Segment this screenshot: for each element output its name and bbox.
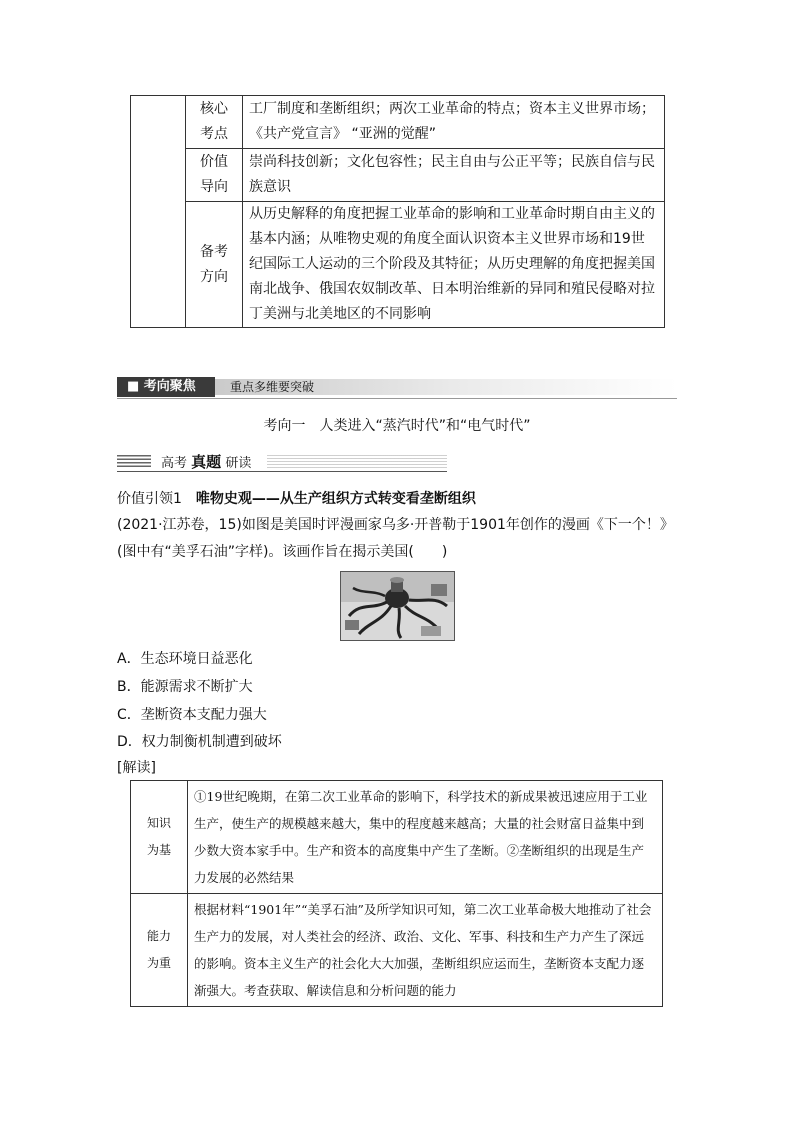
row-content: 根据材料“1901年”“美孚石油”及所学知识可知，第二次工业革命极大地推动了社会生产力的发展，对人类社会的经济、政治、文化、军事、科技和生产力产生了深远的影响。资本主义生产的社会化大大加强，垄断组织应运而生，垄断资本支配力逐渐强大。考查获取、解读信息和分析问题的能力 [188,894,663,1007]
table-row [131,781,663,894]
header-stripes-icon [117,455,151,469]
section-title: 考向一 人类进入“蒸汽时代”和“电气时代” [263,418,531,434]
row-content: ①19世纪晚期，在第二次工业革命的影响下，科学技术的新成果被迅速应用于工业生产，使生产的规模越来越大，集中的程度越来越高；大量的社会财富日益集中到少数大资本家手中。生产和资本的高度集中产生了垄断。②垄断组织的出现是生产力发展的必然结果 [188,781,663,894]
header-bold: 真题 [191,453,222,471]
banner-subtitle: 重点多维要突破 [230,380,315,394]
row-label-line: 考点 [200,126,228,142]
row-label-line: 方向 [200,268,228,285]
option-a: A．生态环境日益恶化 [117,651,253,667]
banner-title: ■ 考向聚焦 [117,377,215,397]
header-pre: 高考 [161,456,188,471]
option-b: B．能源需求不断扩大 [117,679,253,695]
header-post: 研读 [225,456,252,471]
row-label-line: 能力 [146,929,171,943]
octopus-cartoon-icon [341,572,454,640]
empty-cell [131,96,186,328]
analysis-label: [解读] [117,760,156,776]
option-c: C．垄断资本支配力强大 [117,707,267,723]
section-banner [117,377,677,397]
row-label [186,149,243,202]
gaokao-header [117,453,447,471]
header-text [161,453,251,473]
table-row [131,149,665,202]
option-d: D．权力制衡机制遭到破坏 [117,734,282,750]
question-stem: (2021·江苏卷，15)如图是美国时评漫画家乌多·开普勒于1901年创作的漫画《下一个！》(图中有“美孚石油”字样)。该画作旨在揭示美国( ) [117,517,674,560]
course-overview-table [130,95,665,328]
header-underline [117,471,447,472]
row-content: 从历史解释的角度把握工业革命的影响和工业革命时期自由主义的基本内涵；从唯物史观的角度全面认识资本主义世界市场和19世纪国际工人运动的三个阶段及其特征；从历史理解的角度把握美国南北战争、俄国农奴制改革、日本明治维新的异同和殖民侵略对拉丁美洲与北美地区的不同影响 [243,202,665,328]
banner-divider [117,398,677,399]
row-content: 崇尚科技创新；文化包容性；民主自由与公正平等；民族自信与民族意识 [243,149,665,202]
row-label-line: 备考 [200,243,228,260]
row-label-line: 核心 [200,101,228,117]
guide-text: 唯物史观——从生产组织方式转变看垄断组织 [195,491,476,507]
table-row [131,96,665,149]
row-content: 工厂制度和垄断组织；两次工业革命的特点；资本主义世界市场；《共产党宣言》 “亚洲的觉醒” [243,96,665,149]
row-label-line: 知识 [146,816,171,830]
cartoon-image [340,571,455,641]
row-label-line: 价值 [200,154,228,170]
value-guide [117,486,677,513]
row-label [131,894,188,1007]
row-label [131,781,188,894]
row-label [186,96,243,149]
row-label-line: 为重 [146,956,171,970]
analysis-table [130,780,663,1007]
header-fade [267,455,447,469]
row-label-line: 为基 [146,843,171,857]
row-label-line: 导向 [200,179,228,195]
table-row [131,202,665,328]
table-row [131,894,663,1007]
guide-label: 价值引领1 [117,491,182,507]
row-label [186,202,243,328]
